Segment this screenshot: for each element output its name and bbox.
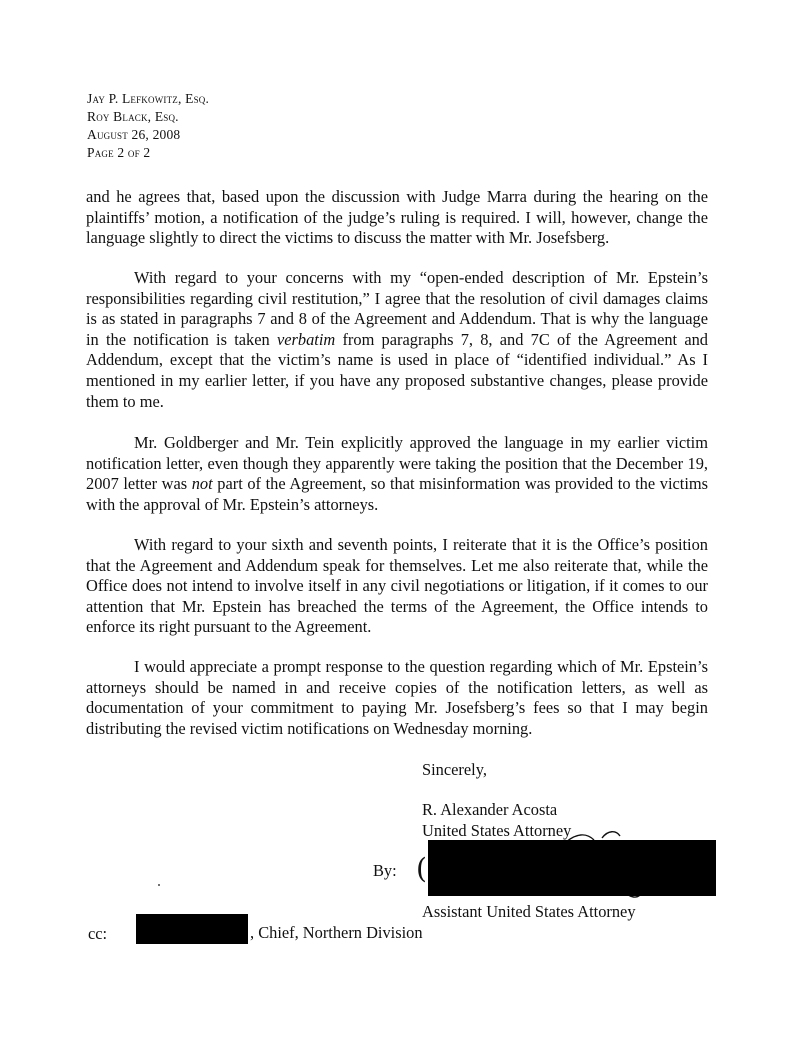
paragraph-civil-restitution bbox=[86, 268, 708, 412]
paragraph-3-text-b: part of the Agreement, so that misinformation was provided to the victims with the approval of Mr. Epstein’s attorneys. bbox=[86, 474, 709, 514]
signer-name: R. Alexander Acosta bbox=[422, 800, 558, 819]
assistant-attorney-title: Assistant United States Attorney bbox=[422, 902, 636, 921]
paragraph-2-italic: verbatim bbox=[276, 329, 336, 349]
paragraph-5-text: I would appreciate a prompt response to the question regarding which of Mr. Epstein’s attorneys should be named in and receive copies of the notification letters, as well as documentation of your commitment to paying Mr. Josefsberg’s fees so that I may begin distributing the revised victim notifications on Wednesday morning. bbox=[86, 657, 708, 738]
closing-salutation: Sincerely, bbox=[422, 760, 487, 779]
paragraph-2-text-a: With regard to your concerns with my “open-ended description of Mr. Epstein’s responsibilities regarding civil restitution,” I agree that the resolution of civil damages claims is as stated in paragraphs 7 and 8 of the Agreement and Addendum. That is why the language in the notification is taken bbox=[86, 268, 708, 349]
paragraph-3-text-a: Mr. Goldberger and Mr. Tein explicitly approved the language in my earlier victim notification letter, even though they apparently were taking the position that the December 19, 2007 letter was bbox=[86, 433, 708, 494]
header-recipient-2: Roy Black, Esq. bbox=[87, 109, 179, 124]
paragraph-office-position bbox=[86, 535, 708, 638]
letter-header bbox=[87, 90, 209, 162]
header-recipient-1: Jay P. Lefkowitz, Esq. bbox=[87, 91, 210, 106]
paragraph-2-text-b: from paragraphs 7, 8, and 7C of the Agreement and Addendum, except that the victim’s name is used in place of “identified individual.” As I mentioned in my earlier letter, if you have any proposed substantive changes, please provide them to me. bbox=[86, 329, 708, 411]
paragraph-continuation bbox=[86, 187, 708, 249]
paragraph-prompt-response bbox=[86, 657, 708, 739]
paragraph-notification-approval bbox=[86, 433, 708, 515]
signer-title: United States Attorney bbox=[422, 821, 572, 840]
header-page-number: Page 2 of 2 bbox=[87, 145, 151, 160]
paragraph-4-text: With regard to your sixth and seventh points, I reiterate that it is the Office’s position that the Agreement and Addendum speak for themselves. Let me also reiterate that, while the Office does not intend to involve itself in any civil negotiations or litigation, if it comes to our attention that Mr. Epstein has breached the terms of the Agreement, the Office intends to enforce its right pursuant to the Agreement. bbox=[86, 535, 708, 637]
cc-label: cc: bbox=[88, 924, 108, 943]
cc-recipient-title: , Chief, Northern Division bbox=[250, 923, 423, 942]
header-date: August 26, 2008 bbox=[87, 127, 181, 142]
signature-redaction-box bbox=[428, 840, 716, 896]
paragraph-3-italic: not bbox=[191, 474, 213, 494]
by-label: By: bbox=[373, 861, 397, 880]
stray-mark bbox=[158, 884, 160, 886]
cc-name-redaction-box bbox=[136, 914, 248, 944]
paragraph-1-text: and he agrees that, based upon the discussion with Judge Marra during the hearing on the plaintiffs’ motion, a notification of the judge’s ruling is required. I will, however, change the language slightly to direct the victims to discuss the matter with Mr. Josefsberg. bbox=[86, 187, 708, 248]
signature-paren: ( bbox=[416, 852, 427, 885]
